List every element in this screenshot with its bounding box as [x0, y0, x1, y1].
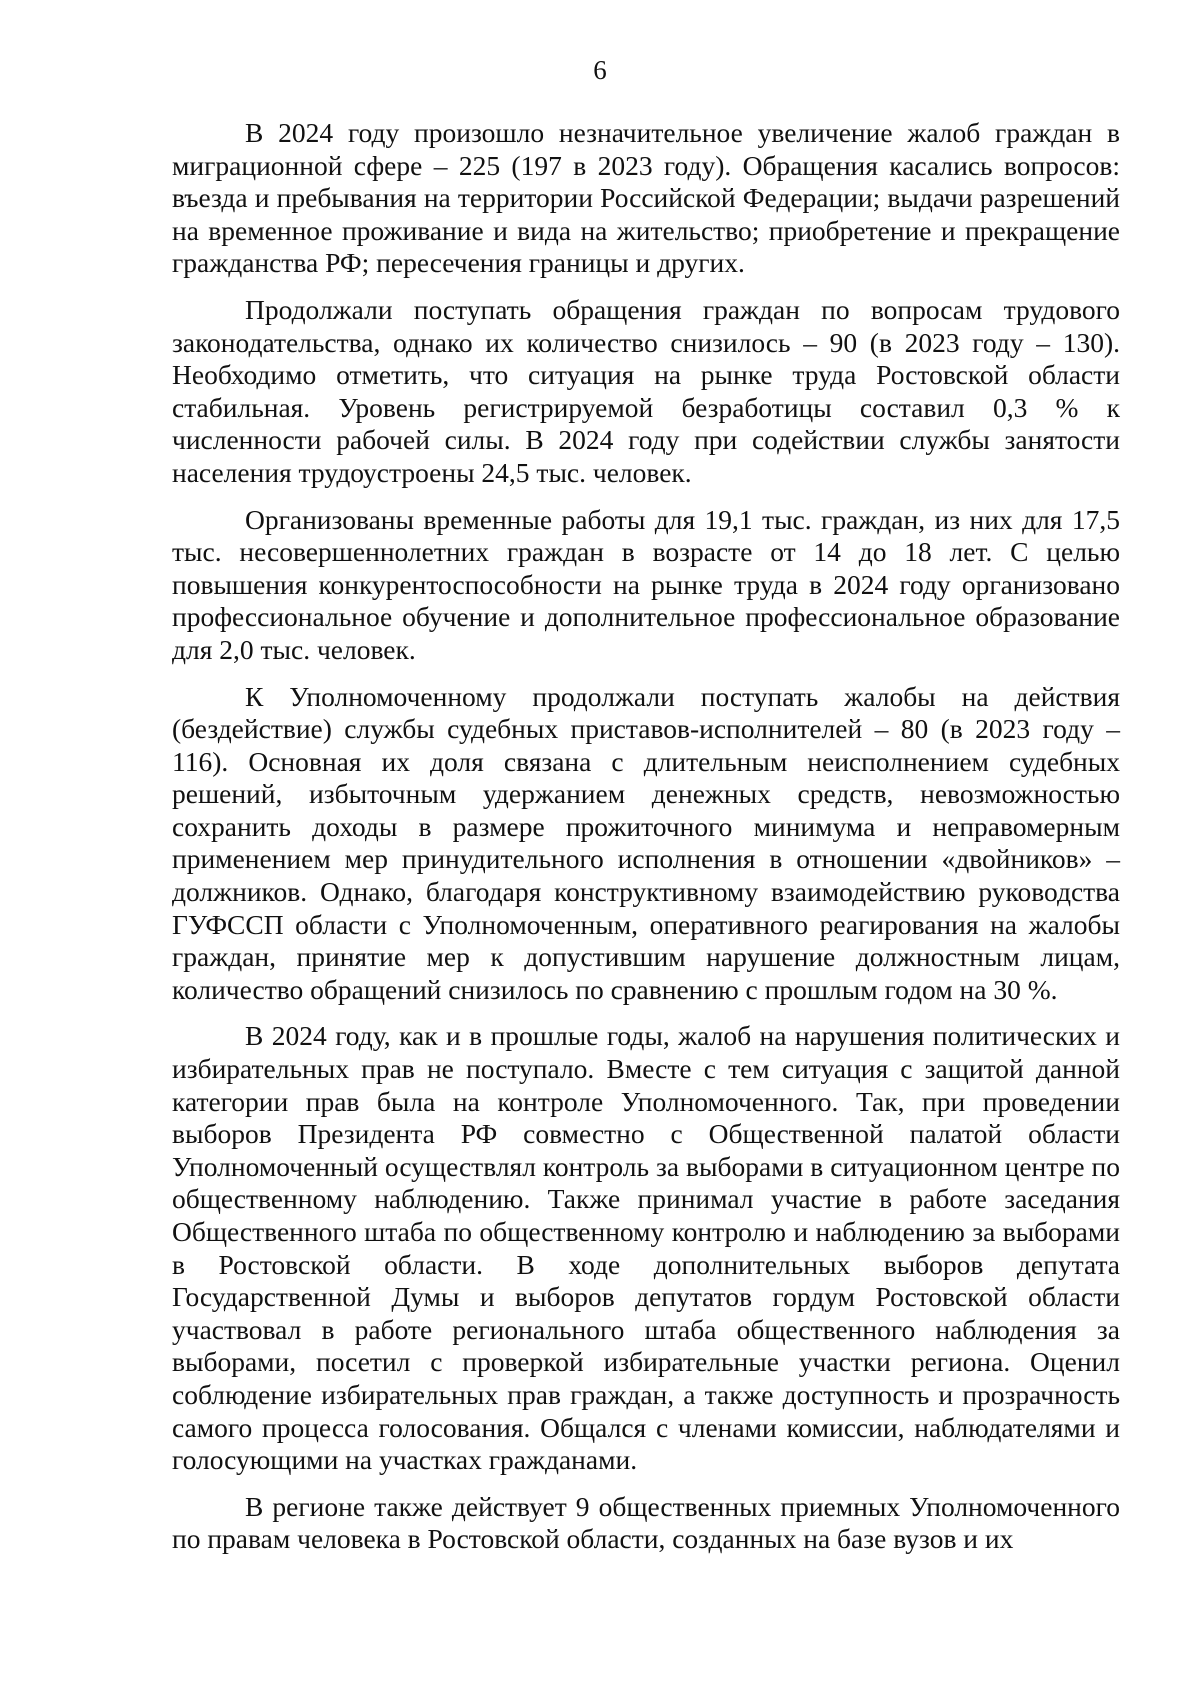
paragraph-public-reception: В регионе также действует 9 общественных приемных Уполномоченного по правам человека в Ростовской области, созданных на базе вузов и их — [172, 1490, 1120, 1555]
paragraph-labor-law: Продолжали поступать обращения граждан по вопросам трудового законодательства, однако их количество снизилось – 90 (в 2023 году – 130). Необходимо отметить, что ситуация на рынке труда Ростовской области стабильная. Уровень регистрируемой безработицы составил 0,3 % к численности рабочей силы. В 2024 году при содействии службы занятости населения трудоустроены 24,5 тыс. человек. — [172, 293, 1120, 488]
page-number: 6 — [593, 55, 607, 85]
paragraph-migration: В 2024 году произошло незначительное увеличение жалоб граждан в миграционной сфере – 225 (197 в 2023 году). Обращения касались вопросов: въезда и пребывания на территории Российской Федерации; выдачи разрешений на временное проживание и вида на жительство; приобретение и прекращение гражданства РФ; пересечения границы и других. — [172, 117, 1120, 279]
document-body — [172, 117, 1120, 1556]
paragraph-bailiffs: К Уполномоченному продолжали поступать жалобы на действия (бездействие) службы судебных приставов-исполнителей – 80 (в 2023 году –116). Основная их доля связана с длительным неисполнением судебных решений, избыточным удержанием денежных средств, невозможностью сохранить доходы в размере прожиточного минимума и неправомерным применением мер принудительного исполнения в отношении «двойников» – должников. Однако, благодаря конструктивному взаимодействию руководства ГУФССП области с Уполномоченным, оперативного реагирования на жалобы граждан, принятие мер к допустившим нарушение должностным лицам, количество обращений снизилось по сравнению с прошлым годом на 30 %. — [172, 680, 1120, 1005]
paragraph-temporary-work: Организованы временные работы для 19,1 тыс. граждан, из них для 17,5 тыс. несовершеннолетних граждан в возрасте от 14 до 18 лет. С целью повышения конкурентоспособности на рынке труда в 2024 году организовано профессиональное обучение и дополнительное профессиональное образование для 2,0 тыс. человек. — [172, 503, 1120, 665]
paragraph-elections: В 2024 году, как и в прошлые годы, жалоб на нарушения политических и избирательных прав не поступало. Вместе с тем ситуация с защитой данной категории прав была на контроле Уполномоченного. Так, при проведении выборов Президента РФ совместно с Общественной палатой области Уполномоченный осуществлял контроль за выборами в ситуационном центре по общественному наблюдению. Также принимал участие в работе заседания Общественного штаба по общественному контролю и наблюдению за выборами в Ростовской области. В ходе дополнительных выборов депутата Государственной Думы и выборов депутатов гордум Ростовской области участвовал в работе регионального штаба общественного наблюдения за выборами, посетил с проверкой избирательные участки региона. Оценил соблюдение избирательных прав граждан, а также доступность и прозрачность самого процесса голосования. Общался с членами комиссии, наблюдателями и голосующими на участках гражданами. — [172, 1020, 1120, 1476]
